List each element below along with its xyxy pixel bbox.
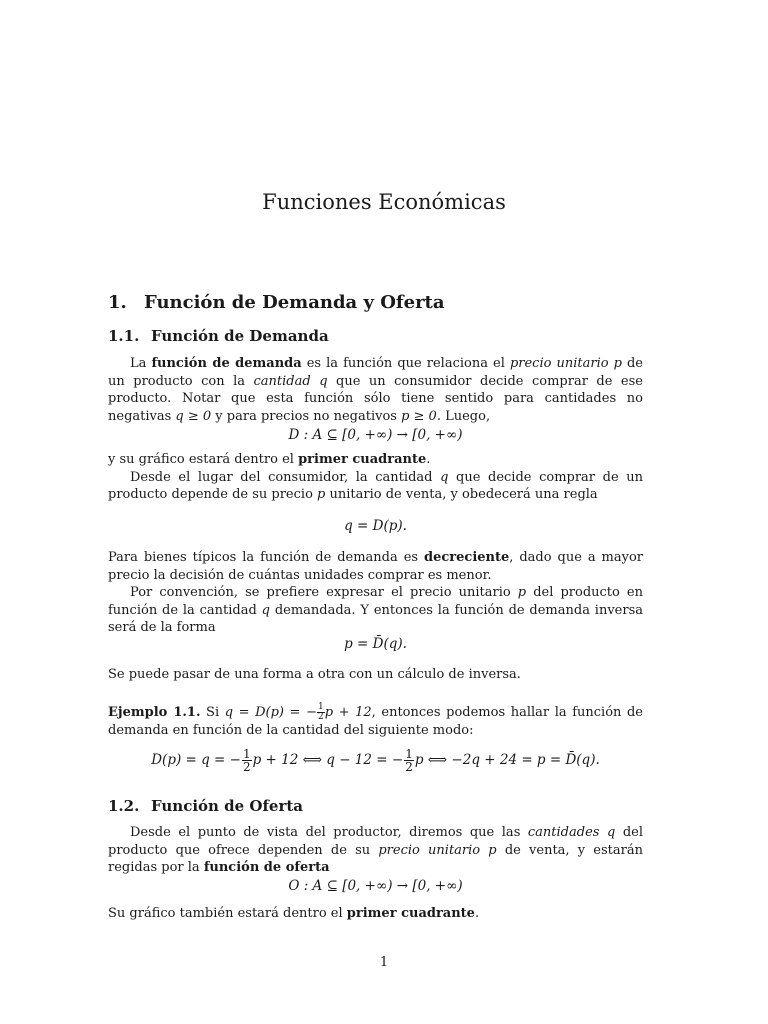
subsection-heading-demanda (108, 327, 329, 345)
equation-domain-oferta: O : A ⊆ [0, +∞) → [0, +∞) (288, 878, 463, 894)
equation-q-dp: q = D(p). (344, 518, 407, 534)
term-primer-cuadrante: primer cuadrante (346, 906, 475, 921)
subsection-heading-oferta (108, 797, 303, 815)
term-funcion-demanda: función de demanda (151, 356, 302, 371)
paragraph-demanda-definition: La función de demanda es la función que relaciona el precio unitario p de un producto con la cantidad q que un consumidor decide comprar de ese producto. Notar que esta función sólo tiene sentido para cantidades no negativas q ≥ 0 y para precios no negativos p ≥ 0. Luego, (108, 356, 644, 424)
subsection-number: 1.2. (108, 797, 140, 815)
paragraph-inversa: Se puede pasar de una forma a otra con un cálculo de inversa. (108, 667, 521, 682)
equation-inverse-demand: p = D̄(q). (344, 636, 407, 652)
document-title: Funciones Económicas (262, 190, 506, 214)
example-label: Ejemplo 1.1. (108, 705, 201, 720)
display-fraction: $\frac{1}{2}$ (242, 747, 251, 774)
subsection-title: Función de Oferta (151, 797, 304, 815)
example-block: Ejemplo 1.1. Si q = D(p) = − $\frac{1}{2}$ p + 12, entonces podemos hallar la función de demanda en función de la cantidad del siguiente modo: (108, 702, 643, 738)
term-decreciente: decreciente (424, 550, 510, 565)
paragraph-grafico-oferta: Su gráfico también estará dentro el primer cuadrante. (108, 906, 480, 921)
page-number: 1 (379, 955, 389, 970)
subsection-title: Función de Demanda (151, 327, 329, 345)
paragraph-grafico-demanda: y su gráfico estará dentro el primer cuadrante. Desde el lugar del consumidor, la cantidad q que decide comprar de un producto depende de su precio p unitario de venta, y obedecerá una regla (108, 452, 644, 502)
paragraph-oferta-definition: Desde el punto de vista del productor, diremos que las cantidades q del producto que ofrece dependen de su precio unitario p de venta, y estarán regidas por la función de oferta (108, 825, 643, 875)
display-fraction: $\frac{1}{2}$ (405, 747, 413, 774)
inline-fraction: $\frac{1}{2}$ (317, 702, 324, 722)
section-title: Función de Demanda y Oferta (144, 292, 445, 313)
section-heading (108, 292, 445, 313)
subsection-number: 1.1. (108, 327, 140, 345)
equation-domain-demanda: D : A ⊆ [0, +∞) → [0, +∞) (288, 427, 463, 443)
equation-example: D(p) = q = − $\frac{1}{2}$ p + 12 ⟺ q − 12 = − $\frac{1}{2}$ p ⟺ −2q + 24 = p = D̄(q). (151, 747, 600, 774)
term-funcion-oferta: función de oferta (203, 860, 330, 875)
section-number: 1. (108, 292, 127, 313)
term-primer-cuadrante: primer cuadrante (298, 452, 427, 467)
paragraph-decreciente: Para bienes típicos la función de demanda es decreciente, dado que a mayor precio la decisión de cuántas unidades comprar es menor. Por convención, se prefiere expresar el precio unitario p del producto en función de la cantidad q demandada. Y entonces la función de demanda inversa será de la forma (108, 550, 643, 635)
